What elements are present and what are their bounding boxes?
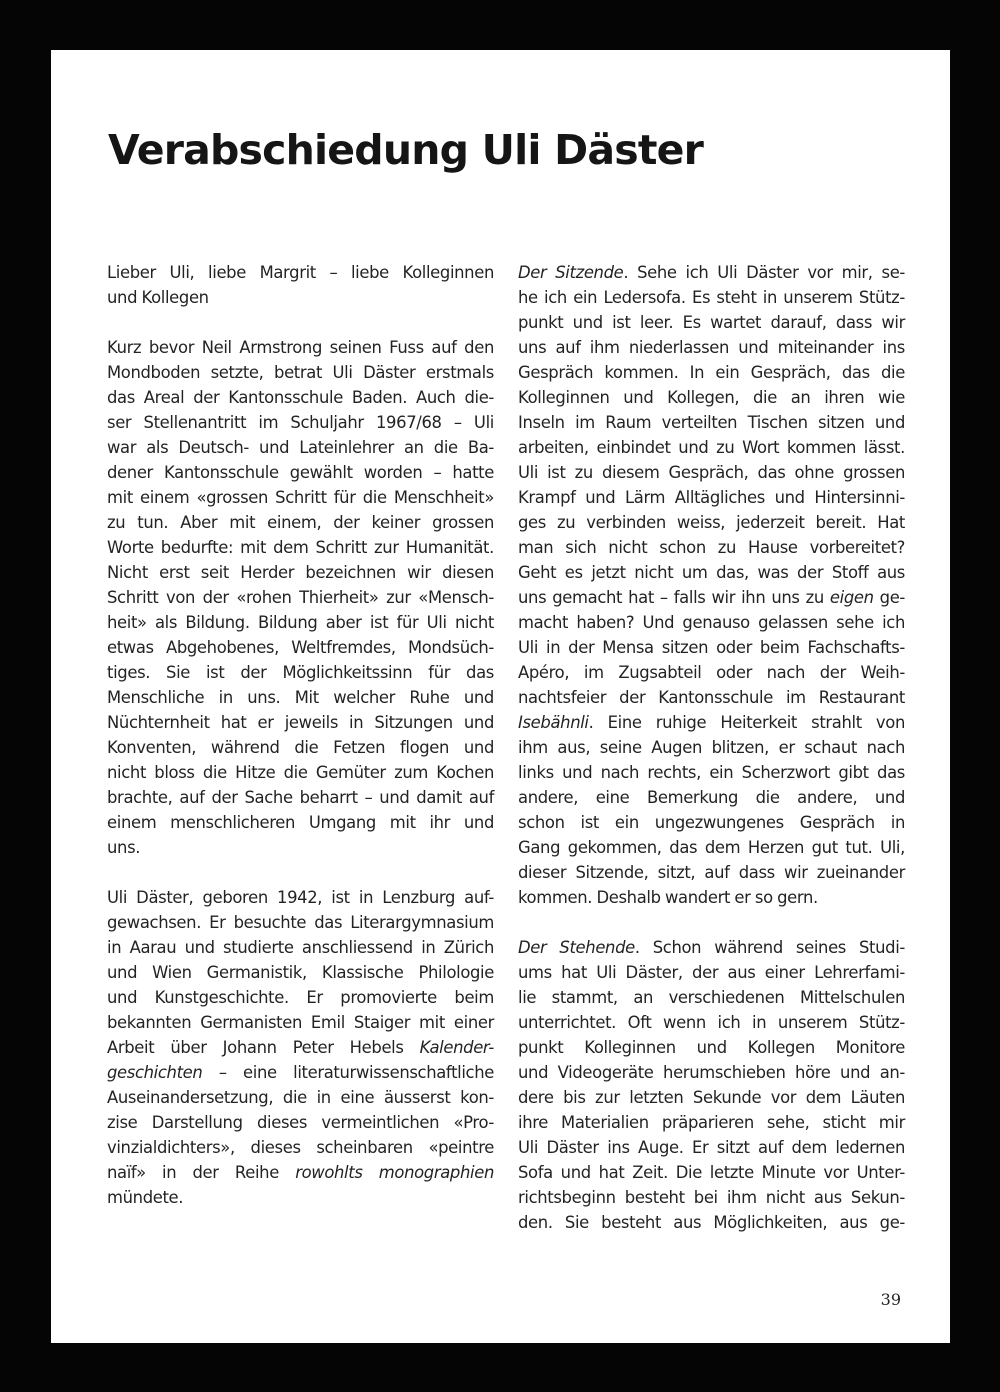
italic-text-run: rowohlts monographien [295, 1163, 495, 1182]
italic-text-run: Kalender- [419, 1038, 494, 1057]
text-line: uns. [107, 838, 141, 857]
text-run: uns gemacht hat – falls wir ihn uns zu [518, 588, 830, 607]
text-line: Kurz bevor Neil Armstrong seinen Fuss auf den [107, 338, 494, 357]
text-line: Gang gekommen, das dem Herzen gut tut. Uli, [518, 838, 905, 857]
text-line: ges zu verbinden weiss, jederzeit bereit. Hat [518, 513, 905, 532]
text-line: Uli in der Mensa sitzen oder beim Fachschafts- [518, 638, 905, 657]
text-line: arbeiten, einbindet und zu Wort kommen lässt. [518, 438, 905, 457]
text-line [107, 1035, 494, 1060]
text-line: etwas Abgehobenes, Weltfremdes, Mondsüch- [107, 638, 494, 657]
text-run: – eine literaturwissenschaftliche [202, 1063, 494, 1082]
paragraph [107, 885, 494, 1210]
text-line: mündete. [107, 1188, 184, 1207]
text-line: kommen. Deshalb wandert er so gern. [518, 888, 818, 907]
text-line: vinzialdichters», dieses scheinbaren «peintre [107, 1138, 494, 1157]
text-line: ums hat Uli Däster, der aus einer Lehrerfami- [518, 963, 905, 982]
text-line: war als Deutsch- und Lateinlehrer an die Ba- [107, 438, 494, 457]
italic-text-run: geschichten [107, 1063, 203, 1082]
text-line: dener Kantonsschule gewählt worden – hatte [107, 463, 494, 482]
text-line: Schritt von der «rohen Thierheit» zur «Mensch- [107, 588, 494, 607]
text-line: macht haben? Und genauso gelassen sehe ich [518, 613, 905, 632]
document-page [51, 50, 950, 1343]
text-line: lie stammt, an verschiedenen Mittelschulen [518, 988, 905, 1007]
text-line [518, 260, 905, 285]
text-line: Krampf und Lärm Alltägliches und Hintersinni- [518, 488, 905, 507]
text-line: man sich nicht schon zu Hause vorbereitet? [518, 538, 905, 557]
text-line [518, 585, 905, 610]
text-line: und Videogeräte herumschieben höre und an- [518, 1063, 905, 1082]
text-line: unterrichtet. Oft wenn ich in unserem Stütz- [518, 1013, 905, 1032]
text-line: und Wien Germanistik, Klassische Philologie [107, 963, 494, 982]
text-line [518, 935, 905, 960]
paragraph [107, 260, 494, 310]
text-line: Apéro, im Zugsabteil oder nach der Weih- [518, 663, 905, 682]
italic-text-run: eigen [829, 588, 874, 607]
text-line: tiges. Sie ist der Möglichkeitssinn für das [107, 663, 494, 682]
text-line: links und nach rechts, ein Scherzwort gibt das [518, 763, 905, 782]
text-line [107, 1060, 494, 1085]
text-line: heit» als Bildung. Bildung aber ist für Uli nicht [107, 613, 494, 632]
paragraph [107, 335, 494, 860]
text-line: bekannten Germanisten Emil Staiger mit einer [107, 1013, 494, 1032]
text-line: schon ist ein ungezwungenes Gespräch in [518, 813, 905, 832]
text-line: Gespräch kommen. In ein Gespräch, das die [518, 363, 905, 382]
text-line: Menschliche in uns. Mit welcher Ruhe und [107, 688, 494, 707]
page-title: Verabschiedung Uli Däster [108, 126, 704, 174]
text-run: . Eine ruhige Heiterkeit strahlt von [588, 713, 905, 732]
text-line: gewachsen. Er besuchte das Literargymnasium [107, 913, 494, 932]
text-run: Arbeit über Johann Peter Hebels [107, 1038, 420, 1057]
text-line: dieser Sitzende, sitzt, auf dass wir zueinander [518, 863, 905, 882]
paragraph [518, 935, 905, 1235]
text-line: Uli ist zu diesem Gespräch, das ohne grossen [518, 463, 905, 482]
italic-text-run: Isebähnli [518, 713, 589, 732]
text-line: Uli Däster ins Auge. Er sitzt auf dem ledernen [518, 1138, 905, 1157]
text-line: ihm aus, seine Augen blitzen, er schaut nach [518, 738, 905, 757]
text-line: das Areal der Kantonsschule Baden. Auch die- [107, 388, 494, 407]
text-line [107, 1160, 494, 1185]
text-line: Konventen, während die Fetzen flogen und [107, 738, 494, 757]
text-line: in Aarau und studierte anschliessend in Zürich [107, 938, 494, 957]
text-line: dere bis zur letzten Sekunde vor dem Läuten [518, 1088, 905, 1107]
text-line: Nicht erst seit Herder bezeichnen wir diesen [107, 563, 494, 582]
text-line: und Kollegen [107, 288, 209, 307]
text-line: zu tun. Aber mit einem, der keiner grossen [107, 513, 494, 532]
text-line: Worte bedurfte: mit dem Schritt zur Humanität. [107, 538, 494, 557]
text-line: und Kunstgeschichte. Er promovierte beim [107, 988, 494, 1007]
text-line: ser Stellenantritt im Schuljahr 1967/68 – Uli [107, 413, 494, 432]
page-number: 39 [880, 1290, 901, 1309]
text-line: Sofa und hat Zeit. Die letzte Minute vor Unter- [518, 1163, 905, 1182]
text-line: Lieber Uli, liebe Margrit – liebe Kolleginnen [107, 263, 494, 282]
text-line [518, 710, 905, 735]
text-line: Uli Däster, geboren 1942, ist in Lenzburg auf- [107, 888, 494, 907]
text-line: ihre Materialien präparieren sehe, sticht mir [518, 1113, 905, 1132]
text-line: uns auf ihm niederlassen und miteinander ins [518, 338, 905, 357]
text-line: mit einem «grossen Schritt für die Menschheit» [107, 488, 494, 507]
text-line: Nüchternheit hat er jeweils in Sitzungen und [107, 713, 494, 732]
text-line: Geht es jetzt nicht um das, was der Stoff aus [518, 563, 905, 582]
text-line: nicht bloss die Hitze die Gemüter zum Kochen [107, 763, 494, 782]
text-line: einem menschlicheren Umgang mit ihr und [107, 813, 494, 832]
text-run: naïf» in der Reihe [107, 1163, 296, 1182]
left-column [107, 260, 494, 1235]
text-line: Mondboden setzte, betrat Uli Däster erstmals [107, 363, 494, 382]
right-column [518, 260, 905, 1260]
text-line: brachte, auf der Sache beharrt – und damit auf [107, 788, 494, 807]
text-line: andere, eine Bemerkung die andere, und [518, 788, 905, 807]
text-line: punkt Kolleginnen und Kollegen Monitore [518, 1038, 905, 1057]
text-line: Inseln im Raum verteilten Tischen sitzen und [518, 413, 905, 432]
italic-text-run: Der Sitzende [518, 263, 624, 282]
text-run: . Schon während seines Studi- [634, 938, 905, 957]
text-line: punkt und ist leer. Es wartet darauf, dass wir [518, 313, 905, 332]
text-line: zise Darstellung dieses vermeintlichen «Pro- [107, 1113, 494, 1132]
paragraph [518, 260, 905, 910]
text-line: nachtsfeier der Kantonsschule im Restaurant [518, 688, 905, 707]
text-run: . Sehe ich Uli Däster vor mir, se- [623, 263, 905, 282]
text-line: Auseinandersetzung, die in eine äusserst kon- [107, 1088, 494, 1107]
text-run: ge- [873, 588, 905, 607]
text-line: Kolleginnen und Kollegen, die an ihren wie [518, 388, 905, 407]
text-line: he ich ein Ledersofa. Es steht in unserem Stütz- [518, 288, 905, 307]
text-line: richtsbeginn besteht bei ihm nicht aus Sekun- [518, 1188, 905, 1207]
text-line: den. Sie besteht aus Möglichkeiten, aus ge- [518, 1213, 905, 1232]
italic-text-run: Der Stehende [518, 938, 635, 957]
